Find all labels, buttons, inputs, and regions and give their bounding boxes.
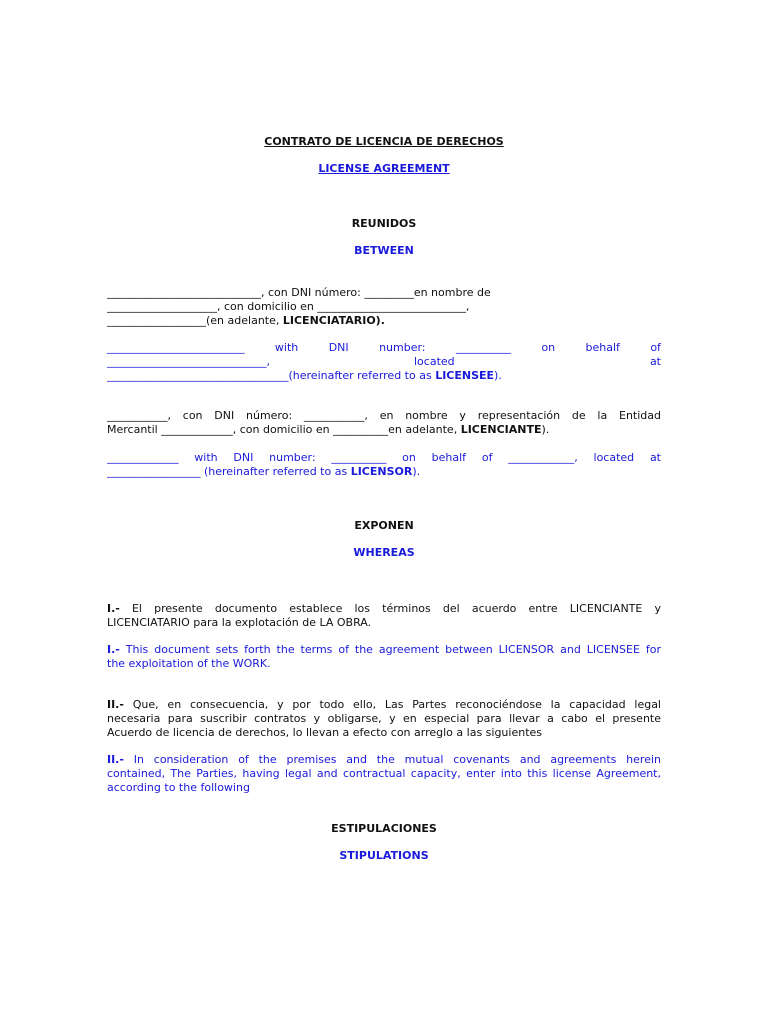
party2-en-line2: _________________ (hereinafter referred to as LICENSOR). bbox=[107, 465, 421, 478]
heading-between: BETWEEN bbox=[354, 244, 414, 257]
party2-en-line1: _____________ with DNI number: __________ on behalf of ____________, located at bbox=[107, 451, 661, 464]
party1-es-line3: __________________(en adelante, LICENCIATARIO). bbox=[107, 314, 385, 327]
clause2-en-line2: contained, The Parties, having legal and contractual capacity, enter into this license Agreement, bbox=[107, 767, 661, 780]
party1-en-line3: _________________________________(hereinafter referred to as LICENSEE). bbox=[107, 369, 502, 382]
clause2-es-line1: II.- Que, en consecuencia, y por todo ello, Las Partes reconociéndose la capacidad legal bbox=[107, 698, 661, 711]
clause2-es-number: II.- bbox=[107, 698, 124, 711]
clause2-en-paragraph bbox=[107, 753, 661, 795]
party1-en-paragraph bbox=[107, 341, 661, 383]
clause2-en-number: II.- bbox=[107, 753, 124, 766]
clause2-en-line1: II.- In consideration of the premises and the mutual covenants and agreements herein bbox=[107, 753, 661, 766]
licensor-term: LICENSOR bbox=[350, 465, 413, 478]
clause2-es-line2: necesaria para suscribir contratos y obligarse, y en especial para llevar a cabo el presente bbox=[107, 712, 661, 725]
party2-es-line1: ___________, con DNI número: ___________, en nombre y representación de la Entidad bbox=[107, 409, 661, 422]
clause2-en-line3: according to the following bbox=[107, 781, 250, 794]
party1-es-line1: ____________________________, con DNI número: _________en nombre de bbox=[107, 286, 491, 299]
clause1-es-line2: LICENCIATARIO para la explotación de LA OBRA. bbox=[107, 616, 372, 629]
party2-es-line2: Mercantil _____________, con domicilio en __________en adelante, LICENCIANTE). bbox=[107, 423, 550, 436]
heading-estipulaciones: ESTIPULACIONES bbox=[331, 822, 437, 835]
party1-es-paragraph bbox=[107, 286, 661, 328]
document-title-es: CONTRATO DE LICENCIA DE DERECHOS bbox=[264, 135, 504, 148]
licenciante-term: LICENCIANTE bbox=[460, 423, 542, 436]
clause1-es-number: I.- bbox=[107, 602, 120, 615]
clause2-es-line3: Acuerdo de licencia de derechos, lo llevan a efecto con arreglo a las siguientes bbox=[107, 726, 543, 739]
licenciatario-term: LICENCIATARIO). bbox=[282, 314, 385, 327]
heading-reunidos: REUNIDOS bbox=[351, 217, 417, 230]
document-title-en: LICENSE AGREEMENT bbox=[318, 162, 450, 175]
clause2-es-paragraph bbox=[107, 698, 661, 740]
party1-en-line1: _________________________ with DNI number: __________ on behalf of bbox=[107, 341, 661, 354]
heading-whereas: WHEREAS bbox=[353, 546, 415, 559]
clause1-en-number: I.- bbox=[107, 643, 120, 656]
party2-es-paragraph bbox=[107, 409, 661, 437]
heading-exponen: EXPONEN bbox=[354, 519, 414, 532]
clause1-es-line1: I.- El presente documento establece los términos del acuerdo entre LICENCIANTE y bbox=[107, 602, 661, 615]
party2-en-paragraph bbox=[107, 451, 661, 479]
clause1-es-paragraph bbox=[107, 602, 661, 630]
clause1-en-line1: I.- This document sets forth the terms of the agreement between LICENSOR and LICENSEE for bbox=[107, 643, 661, 656]
clause1-en-line2: the exploitation of the WORK. bbox=[107, 657, 271, 670]
party1-es-line2: ____________________, con domicilio en ___________________________, bbox=[107, 300, 470, 313]
heading-stipulations: STIPULATIONS bbox=[339, 849, 429, 862]
party1-en-line2: _____________________________, located at bbox=[107, 355, 661, 368]
clause1-en-paragraph bbox=[107, 643, 661, 671]
licensee-term: LICENSEE bbox=[435, 369, 495, 382]
